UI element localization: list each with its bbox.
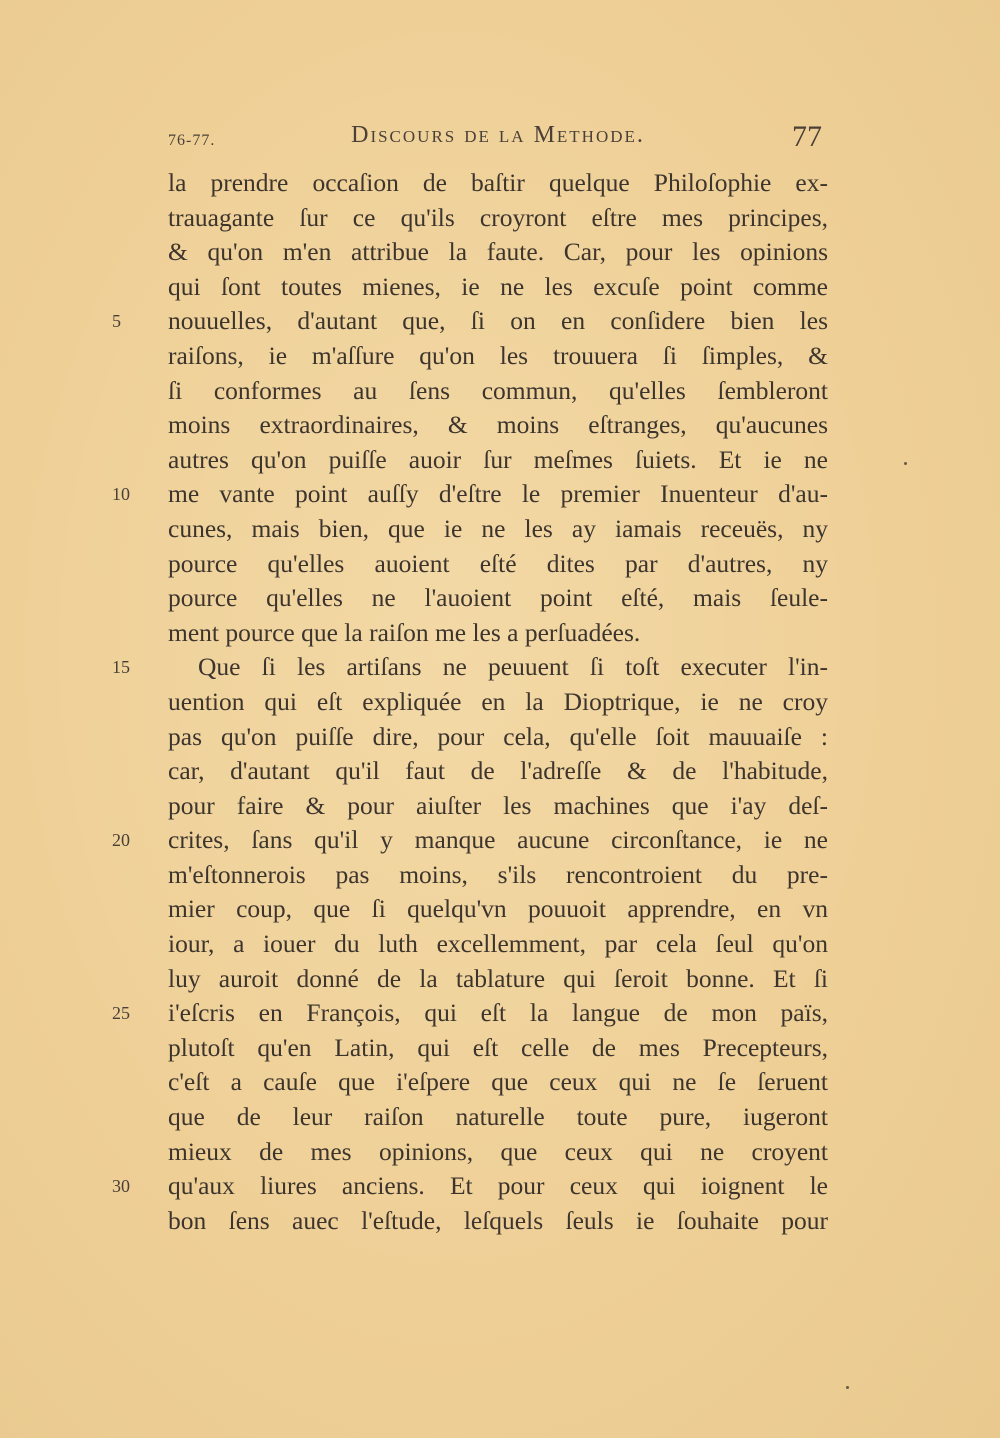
text-line bbox=[112, 1169, 828, 1204]
line-text: ment pource que la raiſon me les a perſuadées. bbox=[168, 617, 641, 647]
line-text: crites, ſans qu'il y manque aucune circonſtance, ie ne bbox=[168, 825, 828, 855]
line-text: pource qu'elles ne l'auoient point eſté, mais ſeule- bbox=[168, 583, 828, 613]
folio-reference: 76-77. bbox=[168, 132, 216, 149]
text-line bbox=[168, 1204, 828, 1239]
text-line bbox=[168, 270, 828, 305]
line-text: moins extraordinaires, & moins eſtranges, qu'aucunes bbox=[168, 410, 828, 440]
line-text: i'eſcris en François, qui eſt la langue de mon païs, bbox=[168, 998, 828, 1028]
text-line bbox=[112, 823, 828, 858]
line-text: raiſons, ie m'aſſure qu'on les trouuera ſi ſimples, & bbox=[168, 340, 828, 370]
text-line bbox=[168, 685, 828, 720]
line-text: plutoſt qu'en Latin, qui eſt celle de mes Precepteurs, bbox=[168, 1032, 828, 1062]
line-number: 30 bbox=[112, 1176, 130, 1197]
line-text: m'eſtonnerois pas moins, s'ils rencontroient du pre- bbox=[168, 859, 828, 889]
paper-speck bbox=[904, 462, 907, 465]
line-number: 5 bbox=[112, 311, 121, 332]
line-number: 25 bbox=[112, 1003, 130, 1024]
page-number: 77 bbox=[792, 120, 822, 153]
line-text: qui ſont toutes mienes, ie ne les excuſe point comme bbox=[168, 271, 828, 301]
text-line bbox=[168, 962, 828, 997]
line-text: trauagante ſur ce qu'ils croyront eſtre mes principes, bbox=[168, 202, 828, 232]
text-line bbox=[168, 166, 828, 201]
text-line bbox=[168, 581, 828, 616]
line-number: 10 bbox=[112, 484, 130, 505]
text-line bbox=[168, 720, 828, 755]
line-text: pource qu'elles auoient eſté dites par d'autres, ny bbox=[168, 548, 828, 578]
text-line bbox=[112, 304, 828, 339]
text-line bbox=[168, 235, 828, 270]
body-text bbox=[112, 166, 828, 1238]
text-line bbox=[168, 547, 828, 582]
line-text: ſi conformes au ſens commun, qu'elles ſembleront bbox=[168, 375, 828, 405]
line-text: Que ſi les artiſans ne peuuent ſi toſt executer l'in- bbox=[198, 652, 828, 682]
line-text: qu'aux liures anciens. Et pour ceux qui ioignent le bbox=[168, 1171, 828, 1201]
line-text: luy auroit donné de la tablature qui ſeroit bonne. Et ſi bbox=[168, 963, 828, 993]
line-text: que de leur raiſon naturelle toute pure, iugeront bbox=[168, 1102, 828, 1132]
text-line bbox=[112, 650, 828, 685]
text-line bbox=[168, 927, 828, 962]
line-text: iour, a iouer du luth excellemment, par cela ſeul qu'on bbox=[168, 929, 828, 959]
line-text: uention qui eſt expliquée en la Dioptrique, ie ne croy bbox=[168, 686, 828, 716]
text-line bbox=[168, 892, 828, 927]
text-line bbox=[168, 408, 828, 443]
text-line bbox=[168, 374, 828, 409]
text-line bbox=[112, 477, 828, 512]
text-line bbox=[168, 616, 828, 651]
line-number: 15 bbox=[112, 657, 130, 678]
line-text: la prendre occaſion de baſtir quelque Philoſophie ex- bbox=[168, 168, 828, 197]
line-text: nouuelles, d'autant que, ſi on en conſidere bien les bbox=[168, 306, 828, 336]
line-text: car, d'autant qu'il faut de l'adreſſe & de l'habitude, bbox=[168, 756, 828, 786]
line-text: me vante point auſſy d'eſtre le premier Inuenteur d'au- bbox=[168, 479, 828, 509]
line-text: pour faire & pour aiuſter les machines que i'ay deſ- bbox=[168, 790, 828, 820]
line-text: mieux de mes opinions, que ceux qui ne croyent bbox=[168, 1136, 828, 1166]
line-text: cunes, mais bien, que ie ne les ay iamais receuës, ny bbox=[168, 513, 828, 543]
line-text: autres qu'on puiſſe auoir ſur meſmes ſuiets. Et ie ne bbox=[168, 444, 828, 474]
text-line bbox=[168, 789, 828, 824]
page-header bbox=[168, 118, 828, 158]
text-line bbox=[168, 754, 828, 789]
text-line bbox=[168, 1065, 828, 1100]
line-text: c'eſt a cauſe que i'eſpere que ceux qui ne ſe ſeruent bbox=[168, 1067, 828, 1097]
line-text: mier coup, que ſi quelqu'vn pouuoit apprendre, en vn bbox=[168, 894, 828, 924]
text-line bbox=[168, 1135, 828, 1170]
text-line bbox=[168, 858, 828, 893]
text-line bbox=[112, 996, 828, 1031]
line-number: 20 bbox=[112, 830, 130, 851]
text-line bbox=[168, 339, 828, 374]
text-line bbox=[168, 201, 828, 236]
text-line bbox=[168, 1100, 828, 1135]
line-text: pas qu'on puiſſe dire, pour cela, qu'elle ſoit mauuaiſe : bbox=[168, 721, 828, 751]
text-line bbox=[168, 512, 828, 547]
running-title: Discours de la Methode. bbox=[351, 122, 645, 148]
text-line bbox=[168, 443, 828, 478]
line-text: & qu'on m'en attribue la faute. Car, pour les opinions bbox=[168, 237, 828, 267]
line-text: bon ſens auec l'eſtude, leſquels ſeuls ie ſouhaite pour bbox=[168, 1205, 828, 1235]
text-line bbox=[168, 1031, 828, 1066]
paper-speck bbox=[846, 1386, 849, 1389]
